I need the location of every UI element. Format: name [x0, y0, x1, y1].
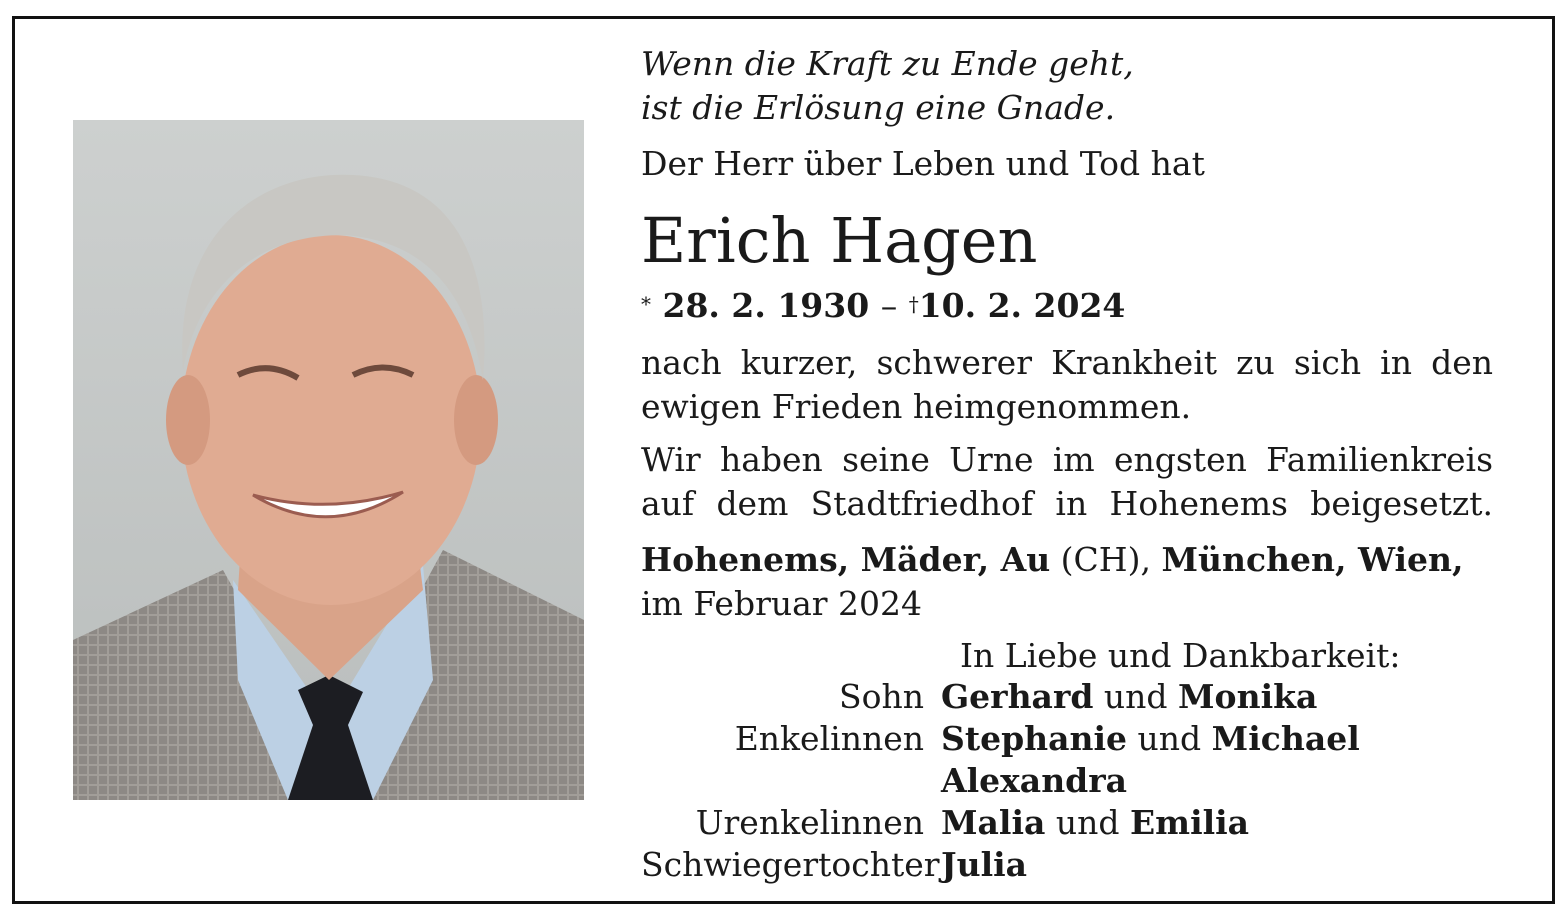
death-date: 10. 2. 2024: [918, 286, 1126, 325]
quote: [641, 42, 1134, 130]
date-line: im Februar 2024: [641, 584, 923, 623]
family-name-1: Alexandra: [941, 761, 1128, 800]
places-part-2: (CH),: [1050, 540, 1162, 579]
paragraph2-line-1: Wir haben seine Urne im engsten Familienkreis: [641, 440, 1493, 479]
family-relation: Sohn: [839, 677, 924, 716]
closing-text: In Liebe und Dankbarkeit:: [960, 636, 1401, 675]
family-row: [641, 676, 1541, 718]
intro-text: Der Herr über Leben und Tod hat: [641, 144, 1205, 183]
family-list: [641, 676, 1541, 886]
family-joiner: und: [1093, 677, 1179, 716]
quote-line-2: ist die Erlösung eine Gnade.: [641, 88, 1116, 127]
family-name-1: Stephanie: [941, 719, 1128, 758]
paragraph2-line-2: auf dem Stadtfriedhof in Hohenems beigesetzt.: [641, 484, 1493, 523]
portrait-photo: [73, 120, 584, 800]
birth-date: 28. 2. 1930: [662, 286, 870, 325]
family-names: [941, 676, 1317, 718]
family-relation: Schwiegertochter: [641, 845, 940, 884]
family-name-2: Monika: [1178, 677, 1318, 716]
paragraph1-line-2: ewigen Frieden heimgenommen.: [641, 387, 1192, 426]
family-name-1: Julia: [941, 845, 1028, 884]
birth-symbol: *: [641, 292, 651, 316]
family-relation: Enkelinnen: [734, 719, 924, 758]
family-names: [941, 802, 1249, 844]
family-row: [641, 802, 1541, 844]
paragraph1-line-1: nach kurzer, schwerer Krankheit zu sich in den: [641, 343, 1493, 382]
family-names: [941, 844, 1027, 886]
family-names: [941, 718, 1360, 760]
family-relation: Urenkelinnen: [695, 803, 924, 842]
family-row: [641, 760, 1541, 802]
date-dash: –: [880, 286, 898, 325]
family-row: [641, 718, 1541, 760]
family-name-2: Michael: [1211, 719, 1360, 758]
family-names: [941, 760, 1127, 802]
family-joiner: und: [1127, 719, 1212, 758]
family-name-2: Emilia: [1130, 803, 1250, 842]
deceased-name: Erich Hagen: [641, 204, 1038, 277]
death-symbol: †: [908, 292, 919, 316]
family-name-1: Malia: [941, 803, 1046, 842]
family-name-1: Gerhard: [941, 677, 1094, 716]
family-row: [641, 844, 1541, 886]
places-part-1: Hohenems, Mäder, Au: [641, 540, 1051, 579]
places-part-3: München, Wien,: [1161, 540, 1464, 579]
quote-line-1: Wenn die Kraft zu Ende geht,: [641, 44, 1134, 83]
places-line: [641, 538, 1464, 582]
family-joiner: und: [1045, 803, 1130, 842]
family-relation: [641, 760, 941, 802]
life-dates: [641, 281, 1125, 335]
